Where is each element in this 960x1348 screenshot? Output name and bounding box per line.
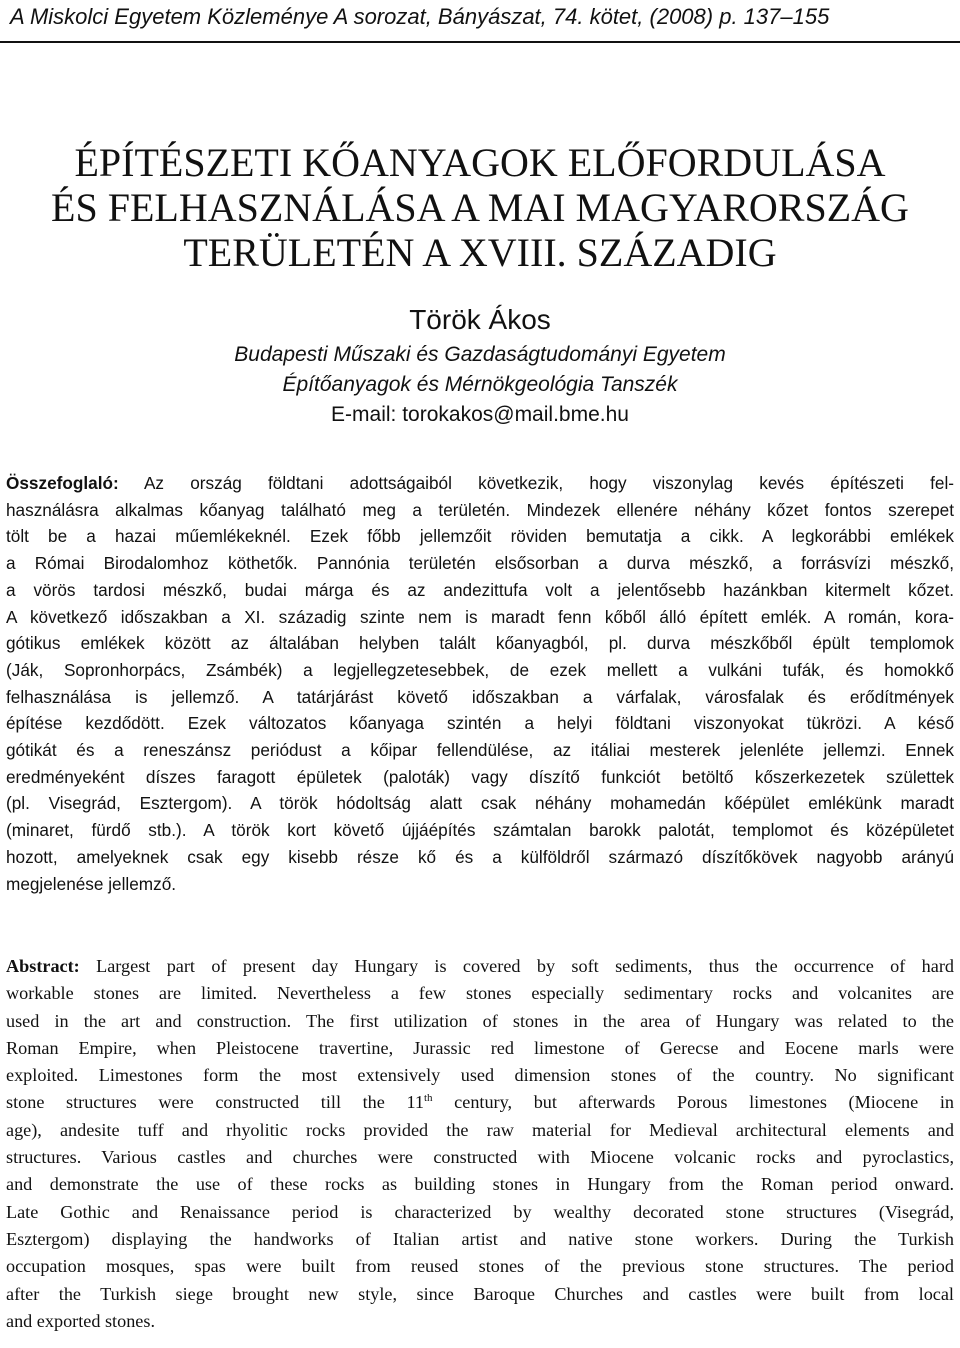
abstract-line: workable stones are limited. Nevertheless a few stones especially sedimentary rocks and volcanites are [6,983,954,1004]
abstract-line-text: century, but afterwards Porous limestones (Miocene in [432,1092,954,1113]
summary-line: (minaret, fürdő stb.). A török kort követő újjáépítés számtalan barokk palotát, templomot és középületet [6,820,954,841]
summary-line: eredményeként díszes faragott épületek (paloták) vagy díszítő funkciót betöltő kőszerkezetek születtek [6,766,954,787]
summary-line: tölt be a hazai műemlékeknél. Ezek főbb jellemzőit röviden bemutatja a cikk. A legkorábbi emlékek [6,526,954,547]
author-name: Török Ákos [409,304,551,335]
summary-line-text: Az ország földtani adottságaiból következik, hogy viszonylag kevés építészeti fel- [118,473,954,493]
abstract-line: Esztergom) displaying the handworks of Italian artist and native stone workers. During the Turkish [6,1228,954,1249]
abstract-line: age), andesite tuff and rhyolitic rocks provided the raw material for Medieval architectural elements and [6,1119,954,1140]
abstract-line: structures. Various castles and churches were constructed with Miocene volcanic rocks and pyroclastics, [6,1147,954,1168]
abstract-line: exploited. Limestones form the most extensively used dimension stones of the country. No significant [6,1065,954,1086]
english-abstract [6,953,954,1335]
abstract-line [6,1089,954,1116]
affiliation-department: Építőanyagok és Mérnökgeológia Tanszék [282,373,678,396]
summary-label: Összefoglaló: [6,473,119,493]
abstract-line-text: Largest part of present day Hungary is covered by soft sediments, thus the occurrence of hard [79,956,954,976]
abstract-line: and exported stones. [6,1310,155,1331]
article-title [0,140,960,275]
abstract-line-text: stone structures were constructed till the 11 [6,1092,424,1113]
journal-header: A Miskolci Egyetem Közleménye A sorozat, Bányászat, 74. kötet, (2008) p. 137–155 [10,4,830,29]
abstract-line: occupation mosques, spas were built from reused stones of the previous stone structures. The period [6,1256,954,1277]
summary-line: (pl. Visegrád, Esztergom). A török hódoltság alatt csak néhány mohamedán kőépület emlékünk maradt [6,793,954,814]
abstract-line: Roman Empire, when Pleistocene travertine, Jurassic red limestone of Gerecse and Eocene marls were [6,1037,954,1058]
summary-line: használásra alkalmas kőanyag található meg a területén. Mindezek ellenére néhány kőzet fontos szerepet [6,499,954,520]
summary-line [6,470,954,497]
title-line: ÉS FELHASZNÁLÁSA A MAI MAGYARORSZÁG [51,185,909,230]
abstract-line [6,953,954,980]
author-email: E-mail: torokakos@mail.bme.hu [331,403,629,426]
abstract-line: Late Gothic and Renaissance period is characterized by wealthy decorated stone structures (Visegrád, [6,1201,954,1222]
summary-line: építése kezdődött. Ezek változatos kőanyaga szintén a helyi földtani viszonyokat tükrözi. A késő [6,713,954,734]
summary-line: gótikát és a reneszánsz periódust a kőipar fellendülése, az itáliai mesterek jelenléte jellemzi. Ennek [6,740,954,761]
abstract-line: used in the art and construction. The first utilization of stones in the area of Hungary was related to the [6,1010,954,1031]
summary-line: felhasználása is jellemző. A tatárjárást követő időszakban a várfalak, városfalak és erődítmények [6,686,954,707]
summary-line: hozott, amelyeknek csak egy kisebb része kő és a külföldről származó díszítőkövek nagyobb arányú [6,846,954,867]
title-line: ÉPÍTÉSZETI KŐANYAGOK ELŐFORDULÁSA [74,140,886,185]
abstract-line: after the Turkish siege brought new style, since Baroque Churches and castles were built from local [6,1283,954,1304]
summary-line: (Ják, Sopronhorpács, Zsámbék) a legjellegzetesebbek, de ezek mellett a vulkáni tufák, és homokkő [6,659,954,680]
summary-line: megjelenése jellemző. [6,873,177,894]
affiliation-university: Budapesti Műszaki és Gazdaságtudományi Egyetem [234,343,726,366]
author-block [0,300,960,430]
summary-line: gótikus emlékek között az általában helyben talált kőanyagból, pl. durva mészkőből épült templomok [6,633,954,654]
summary-line: a Római Birodalomhoz köthetők. Pannónia területén elsősorban a durva mészkő, a forrásvízi mészkő, [6,553,954,574]
summary-line: A következő időszakban a XI. századig szinte nem is maradt fenn kőből álló épített emlék. A román, kora- [6,606,954,627]
abstract-line: and demonstrate the use of these rocks as building stones in Hungary from the Roman period onward. [6,1174,954,1195]
hungarian-summary [6,470,954,897]
ordinal-superscript: th [423,1092,433,1105]
header-rule [0,41,960,43]
summary-line: a vörös tardosi mészkő, budai márga és az andezittufa volt a jelentősebb hazánkban kitermelt kőzet. [6,579,954,600]
abstract-label: Abstract: [6,956,80,976]
title-line: TERÜLETÉN A XVIII. SZÁZADIG [183,230,777,275]
